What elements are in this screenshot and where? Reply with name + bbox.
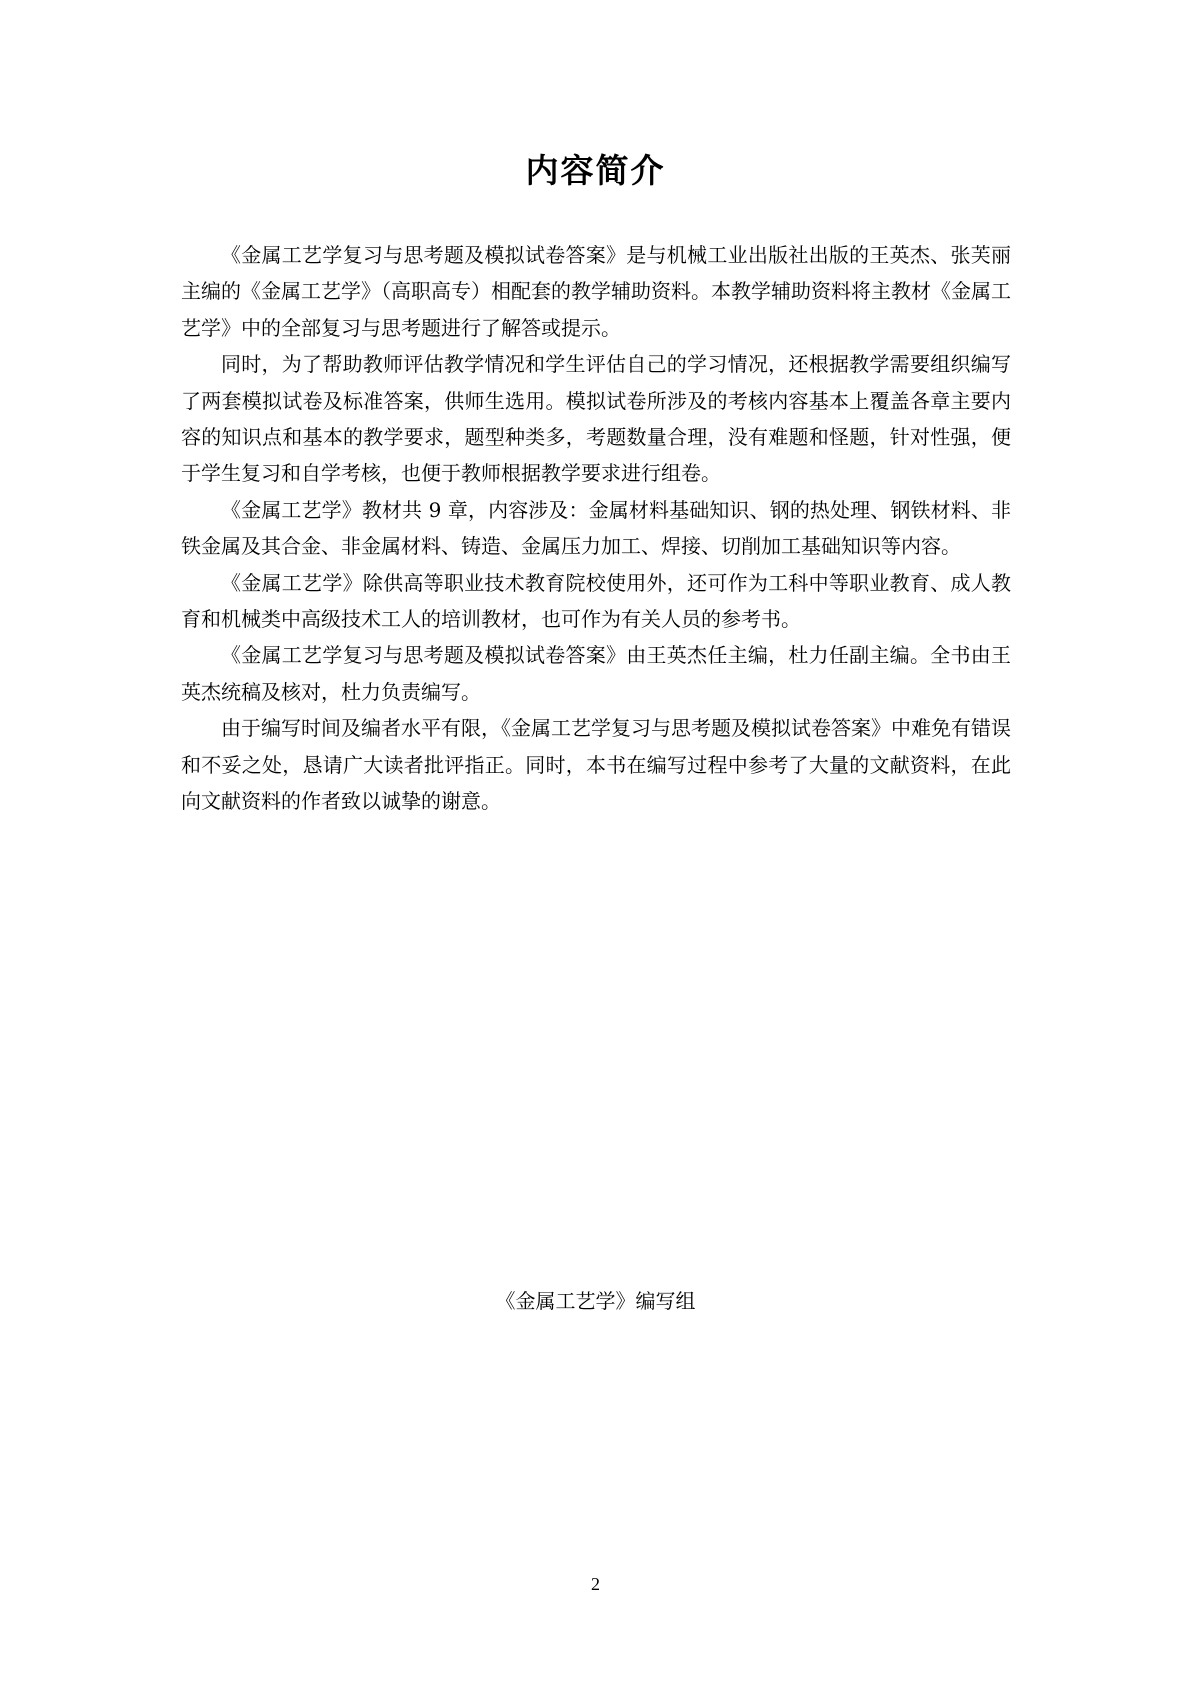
paragraph-3: 《金属工艺学》教材共 9 章，内容涉及：金属材料基础知识、钢的热处理、钢铁材料、非铁金属及其合金、非金属材料、铸造、金属压力加工、焊接、切削加工基础知识等内容。	[181, 497, 1011, 559]
paragraph-6: 由于编写时间及编者水平有限，《金属工艺学复习与思考题及模拟试卷答案》中难免有错误和不妥之处，恳请广大读者批评指正。同时，本书在编写过程中参考了大量的文献资料，在此向文献资料的作者致以诚挚的谢意。	[181, 716, 1011, 814]
page-number: 2	[591, 1574, 600, 1594]
body-text	[181, 237, 1011, 820]
page-title: 内容简介	[525, 151, 666, 190]
paragraph-1: 《金属工艺学复习与思考题及模拟试卷答案》是与机械工业出版社出版的王英杰、张芙丽主编的《金属工艺学》（高职高专）相配套的教学辅助资料。本教学辅助资料将主教材《金属工艺学》中的全部复习与思考题进行了解答或提示。	[181, 243, 1011, 340]
paragraph-4: 《金属工艺学》除供高等职业技术教育院校使用外，还可作为工科中等职业教育、成人教育和机械类中高级技术工人的培训教材，也可作为有关人员的参考书。	[181, 570, 1011, 632]
paragraph-5: 《金属工艺学复习与思考题及模拟试卷答案》由王英杰任主编，杜力任副主编。全书由王英杰统稿及核对，杜力负责编写。	[181, 643, 1011, 704]
paragraph-2: 同时，为了帮助教师评估教学情况和学生评估自己的学习情况，还根据教学需要组织编写了两套模拟试卷及标准答案，供师生选用。模拟试卷所涉及的考核内容基本上覆盖各章主要内容的知识点和基本的教学要求，题型种类多，考题数量合理，没有难题和怪题，针对性强，便于学生复习和自学考核，也便于教师根据教学要求进行组卷。	[181, 352, 1011, 486]
signature: 《金属工艺学》编写组	[495, 1289, 696, 1313]
